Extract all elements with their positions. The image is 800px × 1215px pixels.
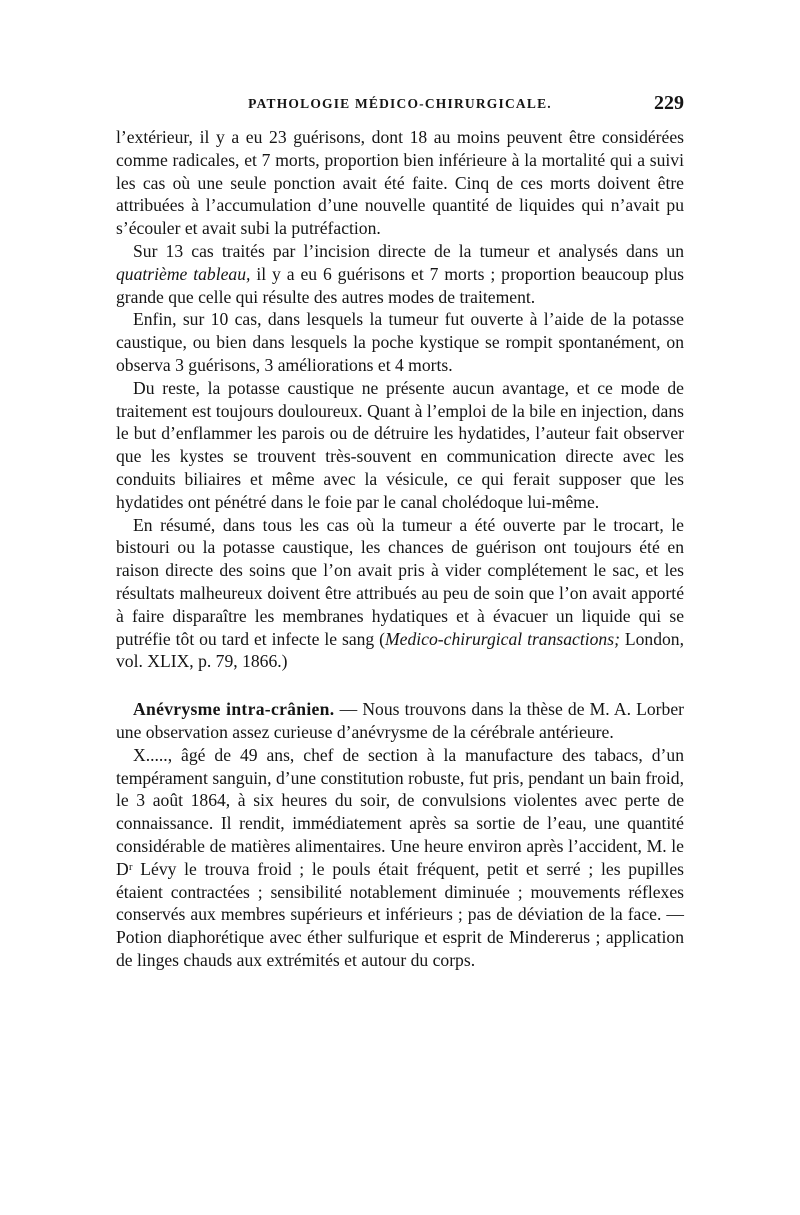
- paragraph-5-text-a: En résumé, dans tous les cas où la tumeur a été ouverte par le trocart, le bistouri ou la potasse caustique, les chances de guérison ont toujours été en raison directe des soins que l’on avait pris à vider complétement le sac, et les résultats malheureux doivent être attribués au peu de soin que l’on avait apporté à faire disparaître les membranes hydatiques et à évacuer un liquide qui se putréfie tôt ou tard et infecte le sang (: [116, 514, 684, 649]
- paragraph-4: [116, 377, 684, 514]
- paragraph-2-text-a: Sur 13 cas traités par l’incision directe de la tumeur et analysés dans un: [133, 240, 684, 261]
- paragraph-7-text: X....., âgé de 49 ans, chef de section à la manufacture des tabacs, d’un tempérament sanguin, d’une constitution robuste, fut pris, pendant un bain froid, le 3 août 1864, à six heures du soir, de convulsions violentes avec perte de connaissance. Il rendit, immédiatement après sa sortie de l’eau, une quantité considérable de matières alimentaires. Une heure environ après l’accident, M. le Dʳ Lévy le trouva froid ; le pouls était fréquent, petit et serré ; les pupilles étaient contractées ; sensibilité notablement diminuée ; mouvements réflexes conservés aux membres supérieurs et inférieurs ; pas de déviation de la face. — Potion diaphorétique avec éther sulfurique et esprit de Mindererus ; application de linges chauds aux extrémités et autour du corps.: [116, 744, 684, 970]
- body-text: [116, 126, 684, 972]
- section-title: Anévrysme intra-crânien.: [133, 699, 335, 720]
- page-number: 229: [654, 92, 684, 114]
- running-title: PATHOLOGIE MÉDICO-CHIRURGICALE.: [248, 96, 552, 111]
- paragraph-1: [116, 126, 684, 240]
- paragraph-5: [116, 514, 684, 674]
- paragraph-3-text: Enfin, sur 10 cas, dans lesquels la tumeur fut ouverte à l’aide de la potasse caustique, ou bien dans lesquels la poche kystique se rompit spontanément, on observa 3 guérisons, 3 améliorations et 4 morts.: [116, 309, 684, 375]
- paragraph-3: [116, 308, 684, 376]
- paragraph-5-text-b: London, vol. XLIX, p. 79, 1866.): [116, 628, 684, 672]
- paragraph-6: [116, 698, 684, 744]
- page-header: [116, 92, 684, 124]
- paragraph-2-text-b: il y a eu 6 guérisons et 7 morts ; proportion beaucoup plus grande que celle qui résulte des autres modes de traitement.: [116, 263, 684, 307]
- paragraph-2: [116, 240, 684, 308]
- paragraph-2-italic: quatrième tableau,: [116, 263, 251, 284]
- paragraph-1-text: l’extérieur, il y a eu 23 guérisons, dont 18 au moins peuvent être considérées comme radicales, et 7 morts, proportion bien inférieure à la mortalité qui a suivi les cas où une seule ponction avait été faite. Cinq de ces morts doivent être attribuées à l’accumulation d’une nouvelle quantité de liquides qui n’avait pu s’écouler et avait subi la putréfaction.: [116, 127, 684, 239]
- paragraph-5-italic: Medico-chirurgical transactions;: [385, 628, 620, 649]
- paragraph-4-text: Du reste, la potasse caustique ne présente aucun avantage, et ce mode de traitement est toujours douloureux. Quant à l’emploi de la bile en injection, dans le but d’enflammer les parois ou de détruire les hydatides, l’auteur fait observer que les kystes se trouvent très-souvent en communication directe avec les conduits biliaires et même avec la vésicule, ce qui ferait supposer que les hydatides ont pénétré dans le foie par le canal cholédoque lui-même.: [116, 377, 684, 512]
- paragraph-7: [116, 744, 684, 972]
- paragraph-6-text: — Nous trouvons dans la thèse de M. A. Lorber une observation assez curieuse d’anévrysme de la cérébrale antérieure.: [116, 699, 684, 742]
